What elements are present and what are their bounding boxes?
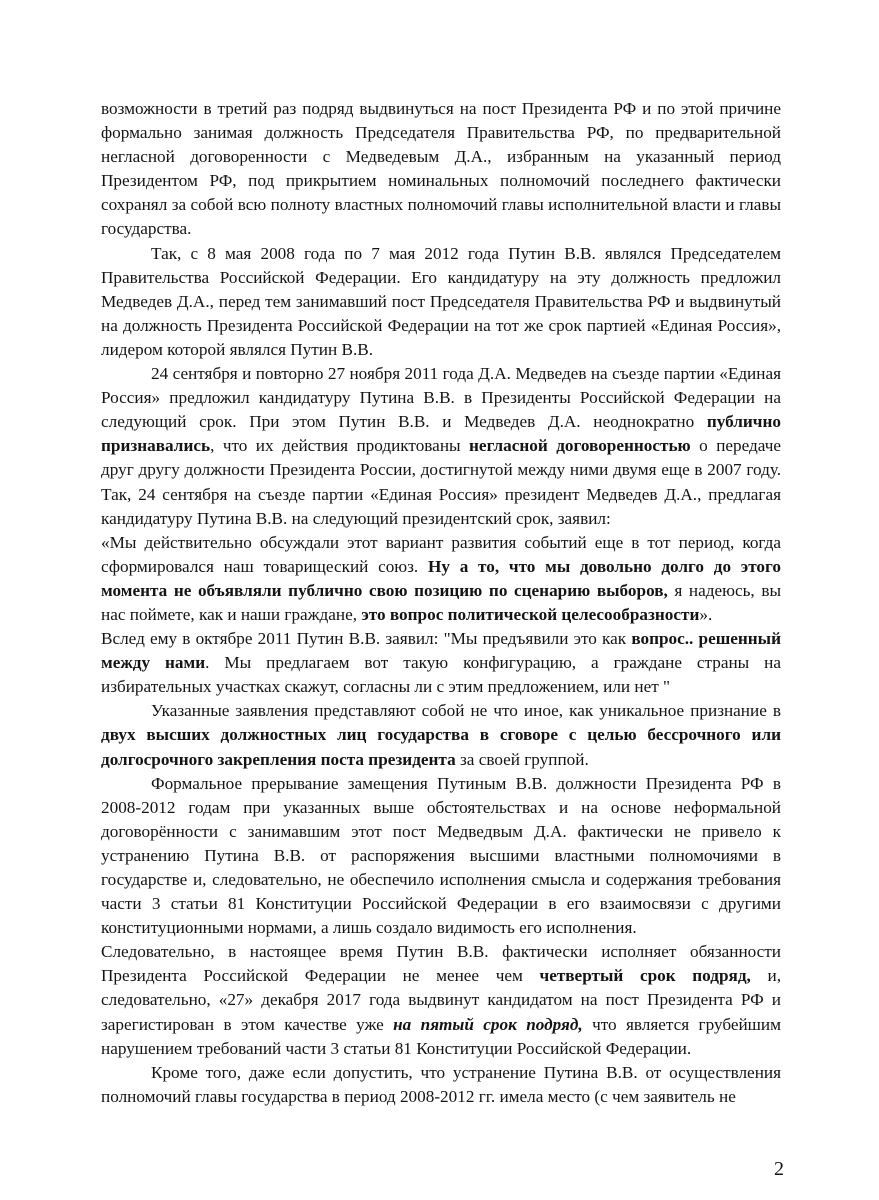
text-run: «Мы действительно обсуждали этот вариант развития событий еще в тот период, когда сформировался наш товарищеский союз. [101, 532, 781, 576]
text-run: . Мы предлагаем вот такую конфигурацию, а граждане страны на избирательных участках скажут, согласны ли с этим предложением, или нет " [101, 653, 781, 697]
paragraph-6 [101, 699, 781, 771]
text-run: Вслед ему в октябре 2011 Путин В.В. заявил: "Мы предъявили это как [101, 629, 632, 649]
text-run: Указанные заявления представляют собой не что иное, как уникальное признание в [151, 701, 781, 721]
text-run: я надеюсь, вы нас поймете, как и наши граждане, [101, 580, 781, 624]
bold-run: Ну а то, что мы довольно долго до этого момента не объявляли публично свою позицию по сценарию выборов, [101, 556, 781, 600]
bold-run: четвертый срок подряд, [539, 966, 751, 986]
italic-run: на пятый срок подряд, [393, 1014, 583, 1034]
text-run: , что их действия продиктованы [210, 436, 470, 456]
text-run: что является грубейшим нарушением требований части 3 статьи 81 Конституции Российской Федерации. [101, 1014, 781, 1058]
bold-run: вопрос.. решенный между нами [101, 629, 781, 673]
text-run: о передаче друг другу должности Президента России, достигнутой между ними двумя еще в 2007 году. Так, 24 сентября на съезде партии «Единая Россия» президент Медведев Д.А., предлагая кандидатуру Путина В.В. на следующий президентский срок, заявил: [101, 436, 782, 528]
paragraph-8 [101, 940, 781, 1060]
bold-run: двух высших должностных лиц государства в сговоре с целью бессрочного или долгосрочного закрепления поста президента [101, 725, 781, 769]
bold-run: негласной договоренностью [469, 436, 691, 456]
paragraph-9 [101, 1061, 781, 1109]
paragraph-1 [101, 97, 781, 242]
page-number: 2 [774, 1158, 784, 1180]
paragraph-2 [101, 242, 781, 362]
paragraph-7 [101, 772, 781, 941]
bold-run: публично признавались [101, 412, 781, 456]
text-run: за своей группой. [455, 749, 589, 769]
text-run: Так, с 8 мая 2008 года по 7 мая 2012 года Путин В.В. являлся Председателем Правительства Российской Федерации. Его кандидатуру на эту должность предложил Медведев Д.А., перед тем занимавший пост Председателя Правительства РФ и выдвинутый на должность Президента Российской Федерации на тот же срок партией «Единая Россия», лидером которой являлся Путин В.В. [101, 243, 781, 359]
text-run: и, следовательно, «27» декабря 2017 года выдвинут кандидатом на пост Президента РФ и зарегистирован в этом качестве уже [101, 966, 781, 1034]
bold-italic-run [393, 1015, 583, 1034]
text-run: 24 сентября и повторно 27 ноября 2011 года Д.А. Медведев на съезде партии «Единая Россия» предложил кандидатуру Путина В.В. в Президенты Российской Федерации на следующий срок. При этом Путин В.В. и Медведев Д.А. неоднократно [101, 364, 781, 432]
document-body [101, 97, 781, 1109]
paragraph-4-quote [101, 531, 781, 627]
paragraph-5 [101, 627, 781, 699]
paragraph-3 [101, 362, 781, 531]
text-run: Формальное прерывание замещения Путиным В.В. должности Президента РФ в 2008-2012 годам при указанных выше обстоятельствах и на основе неформальной договорённости с занимавшим этот пост Медведвым Д.А. фактически не привело к устранению Путина В.В. от распоряжения высшими властными полномочиями в государстве и, следовательно, не обеспечило исполнения смысла и содержания требования части 3 статьи 81 Конституции Российской Федерации в его взаимосвязи с другими конституционными нормами, а лишь создало видимость его исполнения. [101, 773, 781, 938]
text-run: возможности в третий раз подряд выдвинуться на пост Президента РФ и по этой причине формально занимая должность Председателя Правительства РФ, по предварительной негласной договоренности с Медведевым Д.А., избранным на указанный период Президентом РФ, под прикрытием номинальных полномочий последнего фактически сохранял за собой всю полноту властных полномочий главы исполнительной власти и главы государства. [101, 99, 781, 239]
text-run: ». [699, 604, 713, 624]
text-run: Кроме того, даже если допустить, что устранение Путина В.В. от осуществления полномочий главы государства в период 2008-2012 гг. имела место (с чем заявитель не [101, 1062, 781, 1106]
text-run: Следовательно, в настоящее время Путин В.В. фактически исполняет обязанности Президента Российской Федерации не менее чем [101, 942, 781, 986]
bold-run: это вопрос политической целесообразности [361, 604, 700, 624]
